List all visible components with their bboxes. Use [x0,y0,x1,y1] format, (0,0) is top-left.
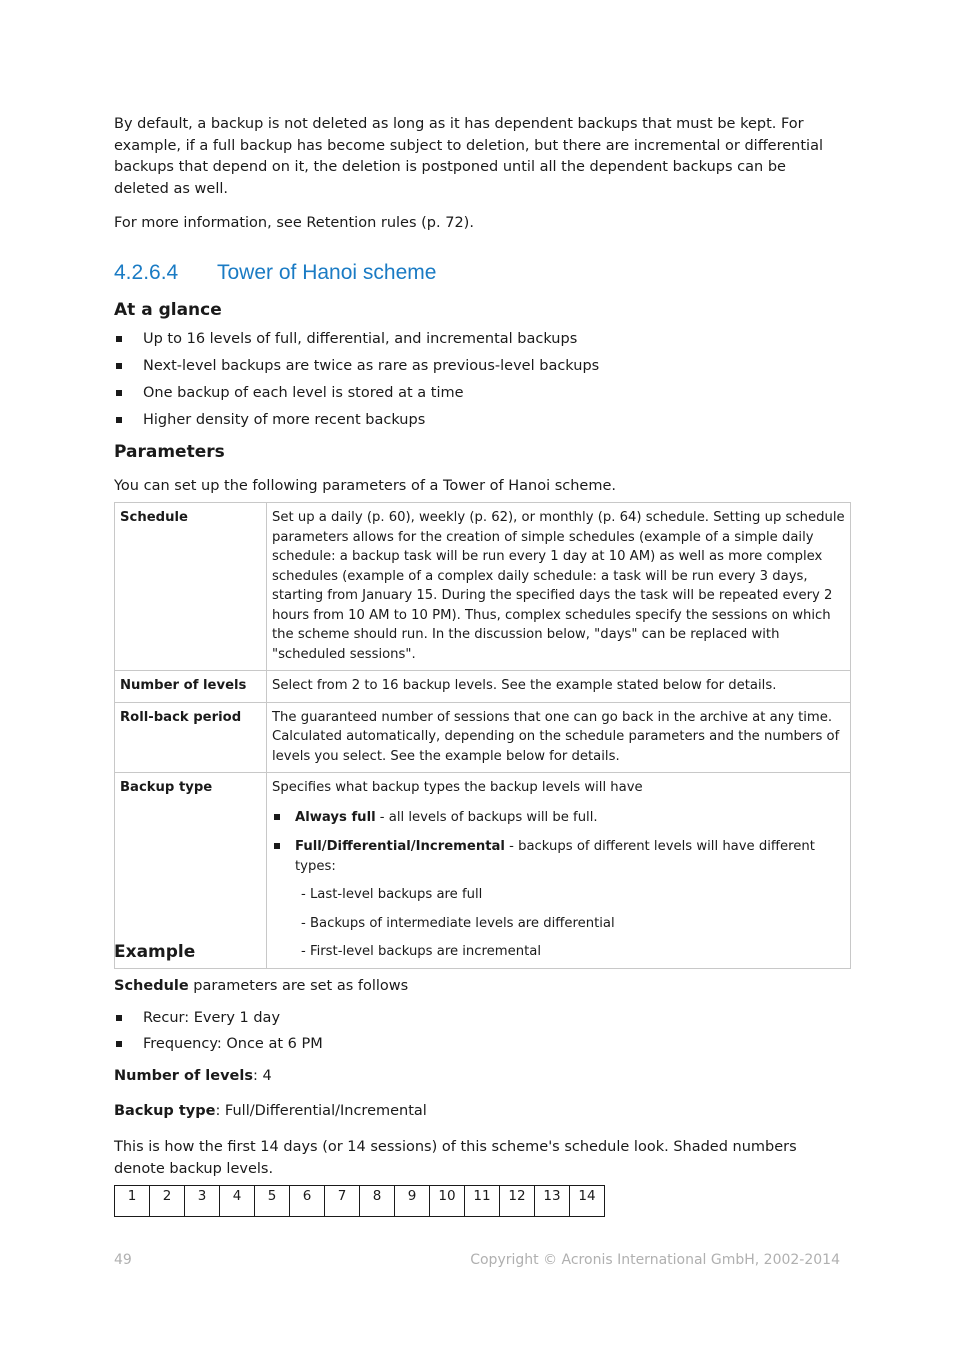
glance-item: One backup of each level is stored at a time [114,383,464,403]
levels-line: Number of levels: 4 [114,1068,272,1084]
day-cell: 6 [290,1186,325,1217]
param-key: Roll-back period [115,702,267,773]
day-cell: 3 [185,1186,220,1217]
example-item: Recur: Every 1 day [114,1008,280,1028]
type-line: Backup type: Full/Differential/Incremental [114,1103,427,1119]
parameters-heading: Parameters [114,442,225,462]
dash-item: - Last-level backups are full [301,887,483,902]
bullet-icon [116,1041,122,1047]
dash-item: - Backups of intermediate levels are differential [301,915,615,931]
backup-type-intro: Specifies what backup types the backup levels will have [272,780,643,795]
day-cell: 12 [500,1186,535,1217]
day-cell: 5 [255,1186,290,1217]
param-key: Backup type [115,773,267,969]
section-title: Tower of Hanoi scheme [217,261,437,284]
table-row [115,1186,605,1217]
bullet-icon [116,1015,122,1021]
day-cell: 1 [115,1186,150,1217]
example-description: This is how the first 14 days (or 14 sessions) of this scheme's schedule look. Shaded numbers denote backup levels. [114,1139,797,1177]
schedule-line: Schedule parameters are set as follows [114,978,409,994]
glance-item: Up to 16 levels of full, differential, and incremental backups [114,329,577,349]
day-cell: 11 [465,1186,500,1217]
param-key: Schedule [115,503,267,671]
glance-item: Higher density of more recent backups [114,410,425,430]
dash-item: - First-level backups are incremental [301,944,542,959]
param-value: Set up a daily (p. 60), weekly (p. 62), or monthly (p. 64) schedule. Setting up schedule parameters allows for the creation of simple schedules (example of a simple daily schedule: a backup task will be run every 1 day at 10 AM) as well as more complex schedules (example of a complex daily schedule: a task will be run every 3 days, starting from January 15. During the specified days the task will be repeated every 2 hours from 10 AM to 10 PM). Thus, complex schedules specify the sessions on which the scheme should run. In the discussion below, "days" can be replaced with "scheduled sessions". [267,503,851,671]
glance-item: Next-level backups are twice as rare as previous-level backups [114,356,599,376]
table-row [115,773,851,969]
section-number: 4.2.6.4 [114,261,179,284]
day-cell: 14 [570,1186,605,1217]
table-row [115,702,851,773]
bullet-icon [116,336,122,342]
day-cell: 8 [360,1186,395,1217]
day-cell: 9 [395,1186,430,1217]
page-number: 49 [114,1252,132,1268]
bullet-icon [116,363,122,369]
intro-paragraph: By default, a backup is not deleted as long as it has dependent backups that must be kept. For example, if a full backup has become subject to deletion, but there are incremental or differential backups that depend on it, the deletion is postponed until all the dependent backups can be deleted as well. [114,116,823,197]
day-cell: 13 [535,1186,570,1217]
day-cell: 4 [220,1186,255,1217]
param-key: Number of levels [115,671,267,703]
day-cell: 10 [430,1186,465,1217]
backup-type-option: Full/Differential/Incremental - backups of different levels will have different types: [272,837,846,876]
param-value [267,773,851,969]
day-cell: 2 [150,1186,185,1217]
example-item: Frequency: Once at 6 PM [114,1034,323,1054]
copyright: Copyright © Acronis International GmbH, 2002-2014 [470,1252,840,1268]
example-heading: Example [114,942,196,962]
bullet-icon [274,843,280,849]
days-table [114,1185,605,1217]
parameters-table [114,502,851,969]
table-row [115,503,851,671]
bullet-icon [116,390,122,396]
param-value: The guaranteed number of sessions that one can go back in the archive at any time. Calculated automatically, depending on the schedule parameters and the numbers of levels you select. See the example below for details. [267,702,851,773]
bullet-icon [116,417,122,423]
parameters-intro: You can set up the following parameters of a Tower of Hanoi scheme. [114,478,617,494]
table-row [115,671,851,703]
param-value: Select from 2 to 16 backup levels. See the example stated below for details. [267,671,851,703]
glance-heading: At a glance [114,300,222,320]
bullet-icon [274,814,280,820]
retention-reference: For more information, see Retention rules (p. 72). [114,215,474,231]
day-cell: 7 [325,1186,360,1217]
section-heading [114,261,436,285]
backup-type-option: Always full - all levels of backups will be full. [272,808,846,828]
